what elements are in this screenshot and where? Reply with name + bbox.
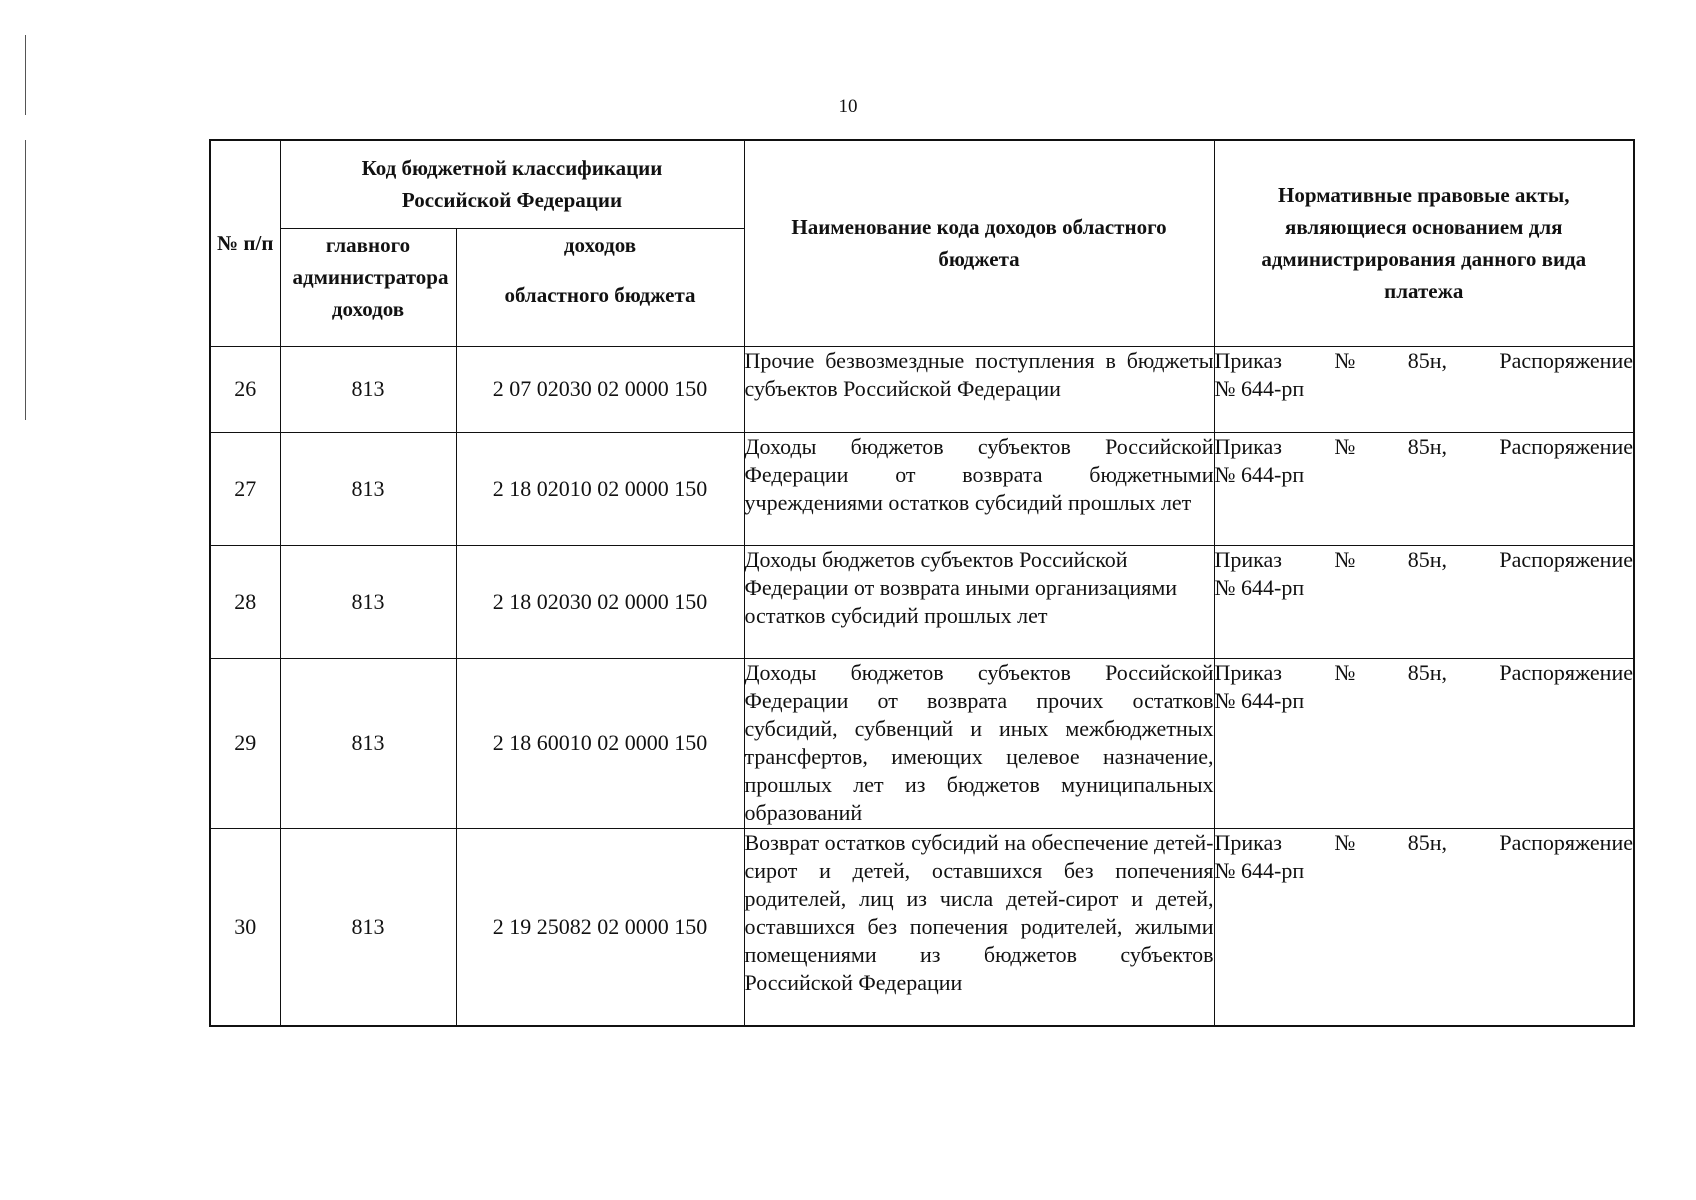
row-number: 26 — [210, 346, 280, 432]
row-income-name: Возврат остатков субсидий на обеспечение детей-сирот и детей, оставшихся без попечения родителей, лиц из числа детей-сирот и детей, оставшихся без попечения родителей, жилыми помещениями из бюджетов субъектов Российской Федерации — [744, 828, 1214, 1026]
act-word: 85н, — [1407, 347, 1447, 373]
row-acts — [1214, 828, 1634, 1026]
header-kbk-group: Код бюджетной классификации Российской Федерации — [280, 140, 744, 228]
row-income-code: 2 18 60010 02 0000 150 — [456, 658, 744, 828]
act-word: Распоряжение — [1499, 546, 1633, 572]
row-number: 30 — [210, 828, 280, 1026]
acts-order: № 644-рп — [1214, 375, 1305, 401]
header-income-line1: доходов — [563, 232, 637, 257]
acts-line — [1215, 433, 1634, 461]
row-income-name: Прочие безвозмездные поступления в бюджеты субъектов Российской Федерации — [744, 346, 1214, 432]
act-word: 85н, — [1407, 433, 1447, 459]
row-admin-code: 813 — [280, 658, 456, 828]
acts-order: № 644-рп — [1214, 461, 1305, 487]
row-admin-code: 813 — [280, 432, 456, 545]
row-acts — [1214, 432, 1634, 545]
act-word: 85н, — [1407, 829, 1447, 855]
act-word: 85н, — [1407, 546, 1447, 572]
row-admin-code: 813 — [280, 346, 456, 432]
act-word: № — [1334, 659, 1356, 685]
acts-line — [1215, 347, 1634, 375]
row-admin-code: 813 — [280, 545, 456, 658]
table-header-row — [210, 140, 1634, 228]
header-number: № п/п — [210, 140, 280, 346]
acts-line — [1215, 546, 1634, 574]
row-acts — [1214, 658, 1634, 828]
act-word: 85н, — [1407, 659, 1447, 685]
table-row — [210, 828, 1634, 1026]
act-word: Приказ — [1214, 347, 1282, 373]
table-row — [210, 545, 1634, 658]
row-acts — [1214, 545, 1634, 658]
act-word: № — [1334, 546, 1356, 572]
act-word: Приказ — [1214, 659, 1282, 685]
header-name: Наименование кода доходов областного бюджета — [744, 140, 1214, 346]
act-word: Распоряжение — [1499, 347, 1633, 373]
table-row — [210, 658, 1634, 828]
acts-line — [1215, 829, 1634, 857]
act-word: Распоряжение — [1499, 433, 1633, 459]
acts-order: № 644-рп — [1214, 574, 1305, 600]
header-income-line2: областного бюджета — [504, 282, 696, 307]
acts-line — [1215, 659, 1634, 687]
row-number: 29 — [210, 658, 280, 828]
table-row — [210, 432, 1634, 545]
row-number: 27 — [210, 432, 280, 545]
act-word: Приказ — [1214, 829, 1282, 855]
act-word: Приказ — [1214, 433, 1282, 459]
act-word: Распоряжение — [1499, 659, 1633, 685]
row-acts — [1214, 346, 1634, 432]
header-income — [456, 228, 744, 346]
scan-edge-line — [25, 140, 26, 420]
row-number: 28 — [210, 545, 280, 658]
act-word: Приказ — [1214, 546, 1282, 572]
row-income-name: Доходы бюджетов субъектов Российской Федерации от возврата бюджетными учреждениями остатков субсидий прошлых лет — [744, 432, 1214, 545]
act-word: № — [1334, 829, 1356, 855]
acts-order: № 644-рп — [1214, 687, 1305, 713]
header-admin: главного администратора доходов — [280, 228, 456, 346]
revenue-codes-table — [209, 139, 1635, 1027]
act-word: № — [1334, 433, 1356, 459]
table-row — [210, 346, 1634, 432]
row-income-code: 2 18 02030 02 0000 150 — [456, 545, 744, 658]
act-word: № — [1334, 347, 1356, 373]
header-acts: Нормативные правовые акты, являющиеся основанием для администрирования данного вида платежа — [1214, 140, 1634, 346]
act-word: Распоряжение — [1499, 829, 1633, 855]
row-income-code: 2 07 02030 02 0000 150 — [456, 346, 744, 432]
row-income-code: 2 18 02010 02 0000 150 — [456, 432, 744, 545]
row-income-code: 2 19 25082 02 0000 150 — [456, 828, 744, 1026]
row-admin-code: 813 — [280, 828, 456, 1026]
acts-order: № 644-рп — [1214, 857, 1305, 883]
page-number: 10 — [838, 96, 858, 117]
row-income-name: Доходы бюджетов субъектов Российской Федерации от возврата иными организациями остатков субсидий прошлых лет — [744, 545, 1214, 658]
row-income-name: Доходы бюджетов субъектов Российской Федерации от возврата прочих остатков субсидий, субвенций и иных межбюджетных трансфертов, имеющих целевое назначение, прошлых лет из бюджетов муниципальных образований — [744, 658, 1214, 828]
